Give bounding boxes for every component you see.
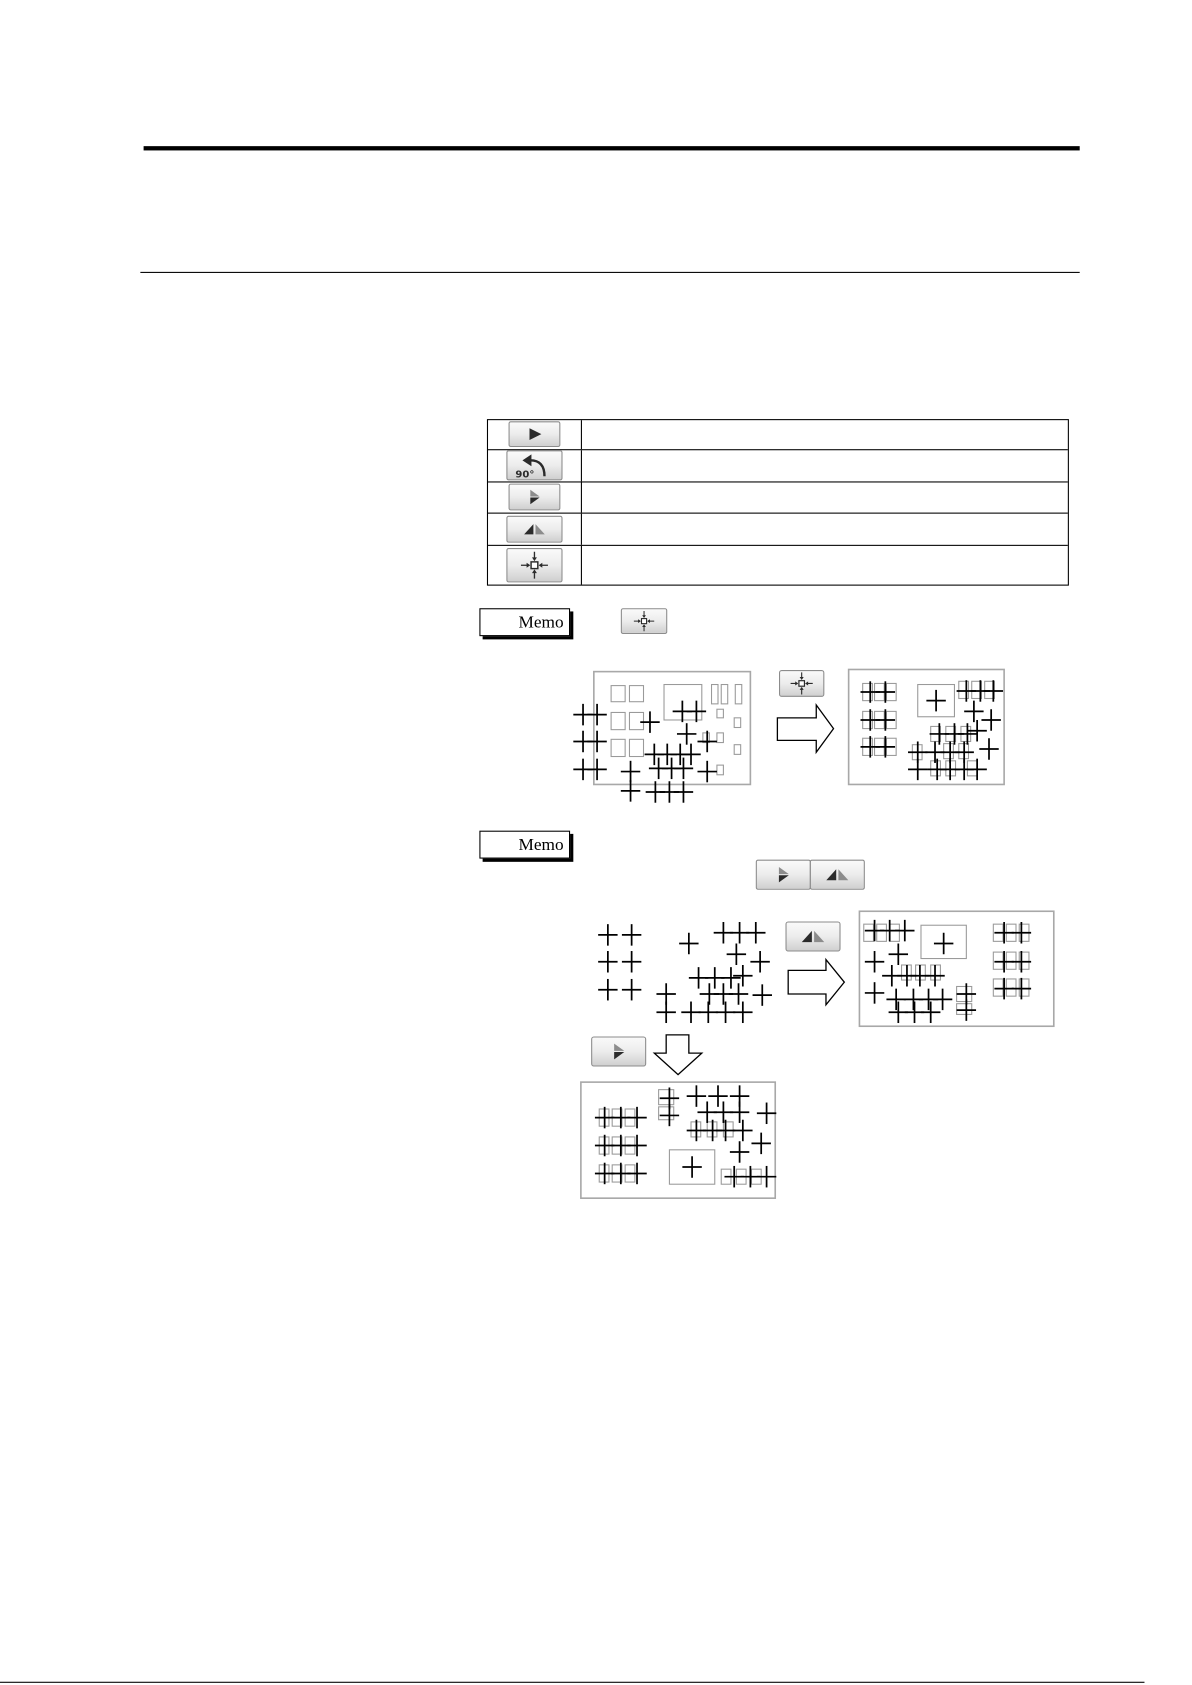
description-cell: [582, 482, 1068, 512]
memo-label: Memo: [479, 831, 570, 859]
header-rule-thin: [140, 272, 1079, 273]
icon-cell: [488, 546, 582, 585]
table-row: [488, 482, 1068, 513]
flip-vertical-button: [509, 484, 561, 511]
center-fit-icon: [622, 609, 666, 633]
description-cell: [582, 514, 1068, 545]
table-row: [488, 420, 1068, 450]
placement-marks-original: [598, 922, 772, 1023]
placement-mark: [746, 922, 765, 943]
arrow-right: [788, 960, 844, 1005]
placement-mark: [656, 1002, 675, 1023]
table-row: [488, 450, 1068, 482]
description-cell: [582, 420, 1068, 449]
placement-mark: [622, 924, 641, 945]
icon-cell: [488, 514, 582, 545]
placement-mark: [733, 1002, 752, 1023]
placement-mark: [727, 943, 746, 964]
placement-mark: [681, 1002, 700, 1023]
flip-vertical-button-inline: [756, 860, 811, 890]
flip-horizontal-button-inline: [810, 860, 865, 890]
rotate-90-button: [506, 450, 562, 480]
placement-mark: [622, 979, 641, 1000]
flip-horizontal-icon: [811, 861, 864, 889]
rotate-90-icon: [507, 451, 561, 479]
arrow-right: [777, 705, 833, 752]
placement-mark: [733, 965, 752, 986]
center-fit-button: [780, 671, 824, 697]
flip-horizontal-button: [786, 922, 840, 951]
icon-cell: [488, 450, 582, 481]
play-icon: [510, 422, 560, 446]
center-fit-example-figure: [561, 661, 1014, 806]
placement-mark: [699, 1002, 718, 1023]
header-rule-thick: [144, 146, 1080, 150]
description-cell: [582, 450, 1068, 481]
table-row: [488, 546, 1068, 585]
flip-example-figure: [572, 903, 1063, 1204]
placement-mark: [716, 1002, 735, 1023]
arrow-down: [654, 1035, 702, 1075]
flip-vertical-icon: [757, 861, 810, 889]
placement-mark: [679, 933, 698, 954]
placement-mark: [750, 951, 769, 972]
placement-mark: [598, 951, 617, 972]
button-function-table: [487, 419, 1069, 586]
placement-mark: [622, 951, 641, 972]
rotate-angle-label: 90°: [515, 469, 535, 480]
table-row: [488, 514, 1068, 546]
center-fit-button: [506, 548, 562, 582]
memo-label: Memo: [479, 608, 570, 636]
placement-mark: [753, 984, 772, 1005]
placement-mark: [598, 924, 617, 945]
center-fit-button-inline: [621, 608, 667, 634]
footer-rule: [0, 1682, 1144, 1683]
icon-cell: [488, 420, 582, 449]
play-button: [509, 421, 561, 447]
description-cell: [582, 546, 1068, 585]
flip-vertical-button: [592, 1037, 646, 1066]
flip-horizontal-button: [506, 516, 562, 543]
placement-mark: [598, 979, 617, 1000]
flip-vertical-icon: [510, 485, 560, 510]
center-fit-icon: [507, 549, 561, 581]
flip-horizontal-icon: [507, 517, 561, 542]
icon-cell: [488, 482, 582, 512]
